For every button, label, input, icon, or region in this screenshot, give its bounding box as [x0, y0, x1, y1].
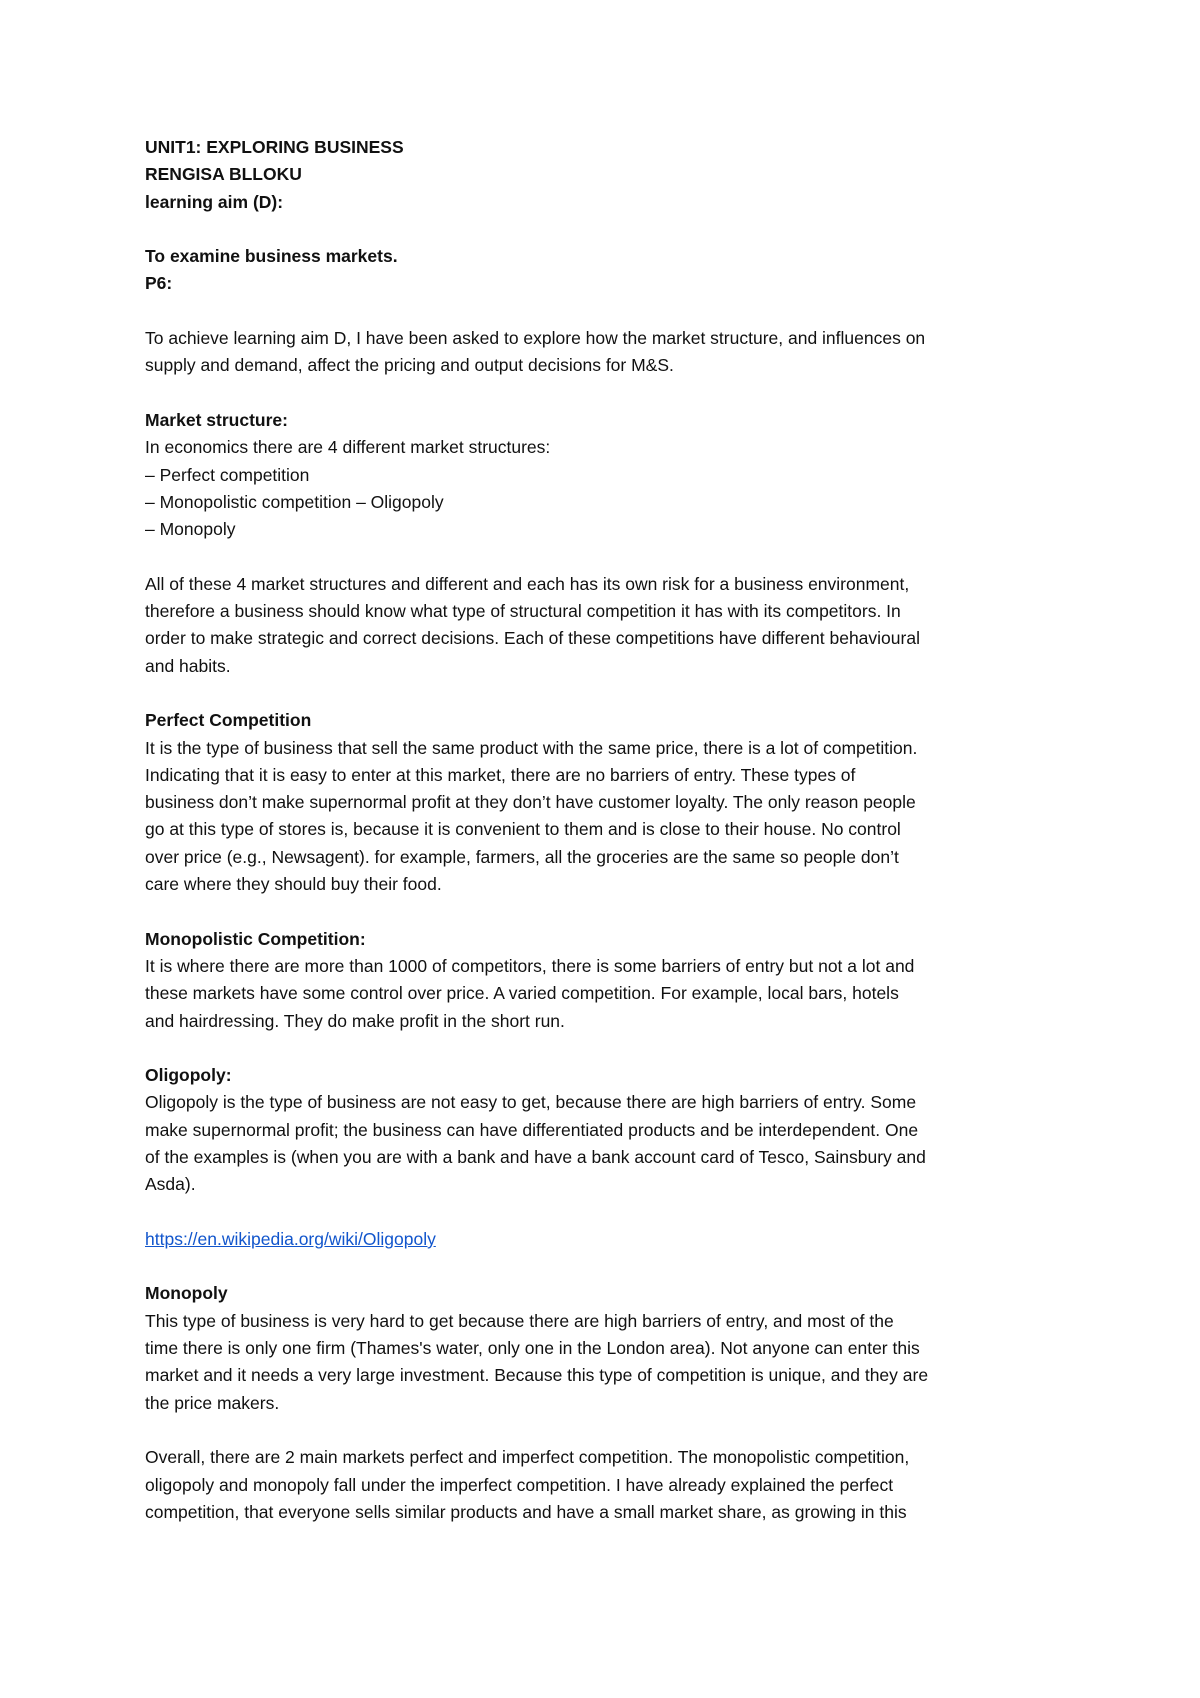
- paragraph-line: and habits.: [145, 655, 231, 676]
- paragraph-line: business don’t make supernormal profit at they don’t have customer loyalty. The only reason people: [145, 792, 916, 813]
- spacer: [145, 1199, 1085, 1226]
- paragraph-line: order to make strategic and correct decisions. Each of these competitions have different behavioural: [145, 628, 920, 649]
- paragraph-line: In economics there are 4 different market structures:: [145, 437, 551, 458]
- document-page: [145, 134, 1085, 1526]
- paragraph-line: the price makers.: [145, 1392, 280, 1413]
- spacer: [145, 216, 1085, 243]
- paragraph-line: these markets have some control over price. A varied competition. For example, local bars, hotels: [145, 983, 899, 1004]
- paragraph-line: over price (e.g., Newsagent). for example, farmers, all the groceries are the same so people don’t: [145, 846, 899, 867]
- paragraph-line: therefore a business should know what type of structural competition it has with its competitors. In: [145, 601, 901, 622]
- paragraph-line: time there is only one firm (Thames's water, only one in the London area). Not anyone can enter this: [145, 1338, 920, 1359]
- paragraph-line: supply and demand, affect the pricing and output decisions for M&S.: [145, 355, 674, 376]
- unit-title: UNIT1: EXPLORING BUSINESS: [145, 137, 404, 157]
- paragraph-line: Oligopoly is the type of business are not easy to get, because there are high barriers of entry. Some: [145, 1092, 917, 1113]
- learning-aim: learning aim (D):: [145, 191, 284, 212]
- oligopoly-wiki-link[interactable]: https://en.wikipedia.org/wiki/Oligopoly: [145, 1228, 436, 1249]
- paragraph-line: market and it needs a very large investment. Because this type of competition is unique, and they are: [145, 1365, 929, 1386]
- paragraph-line: of the examples is (when you are with a bank and have a bank account card of Tesco, Sainsbury and: [145, 1146, 926, 1167]
- paragraph-line: All of these 4 market structures and different and each has its own risk for a business environment,: [145, 573, 910, 594]
- section-heading: Perfect Competition: [145, 710, 312, 731]
- paragraph-line: make supernormal profit; the business can have differentiated products and be interdependent. One: [145, 1119, 919, 1140]
- paragraph-line: oligopoly and monopoly fall under the imperfect competition. I have already explained the perfect: [145, 1474, 894, 1495]
- spacer: [145, 298, 1085, 325]
- paragraph-line: It is the type of business that sell the same product with the same price, there is a lot of competition.: [145, 737, 918, 758]
- spacer: [145, 1253, 1085, 1280]
- paragraph-line: Indicating that it is easy to enter at this market, there are no barriers of entry. These types of: [145, 764, 856, 785]
- spacer: [145, 898, 1085, 925]
- author-name: RENGISA BLLOKU: [145, 164, 302, 185]
- paragraph-line: Overall, there are 2 main markets perfect and imperfect competition. The monopolistic competition,: [145, 1447, 910, 1468]
- list-item: – Perfect competition: [145, 464, 310, 485]
- list-item: – Monopoly: [145, 519, 236, 540]
- paragraph-line: go at this type of stores is, because it is convenient to them and is close to their house. No control: [145, 819, 901, 840]
- spacer: [145, 1417, 1085, 1444]
- paragraph-line: It is where there are more than 1000 of competitors, there is some barriers of entry but not a lot and: [145, 955, 915, 976]
- intro-code: P6:: [145, 273, 173, 294]
- section-heading: Market structure:: [145, 409, 288, 430]
- paragraph-line: This type of business is very hard to get because there are high barriers of entry, and most of the: [145, 1310, 894, 1331]
- intro-heading: To examine business markets.: [145, 246, 398, 267]
- section-heading: Monopoly: [145, 1283, 228, 1304]
- section-heading: Monopolistic Competition:: [145, 928, 366, 949]
- paragraph-line: To achieve learning aim D, I have been asked to explore how the market structure, and influences on: [145, 328, 926, 349]
- spacer: [145, 543, 1085, 570]
- paragraph-line: competition, that everyone sells similar products and have a small market share, as growing in this: [145, 1501, 907, 1522]
- section-heading: Oligopoly:: [145, 1065, 232, 1086]
- paragraph-line: Asda).: [145, 1174, 196, 1195]
- paragraph-line: care where they should buy their food.: [145, 874, 442, 895]
- paragraph-line: and hairdressing. They do make profit in the short run.: [145, 1010, 565, 1031]
- spacer: [145, 380, 1085, 407]
- list-item: – Monopolistic competition – Oligopoly: [145, 491, 444, 512]
- spacer: [145, 1035, 1085, 1062]
- spacer: [145, 680, 1085, 707]
